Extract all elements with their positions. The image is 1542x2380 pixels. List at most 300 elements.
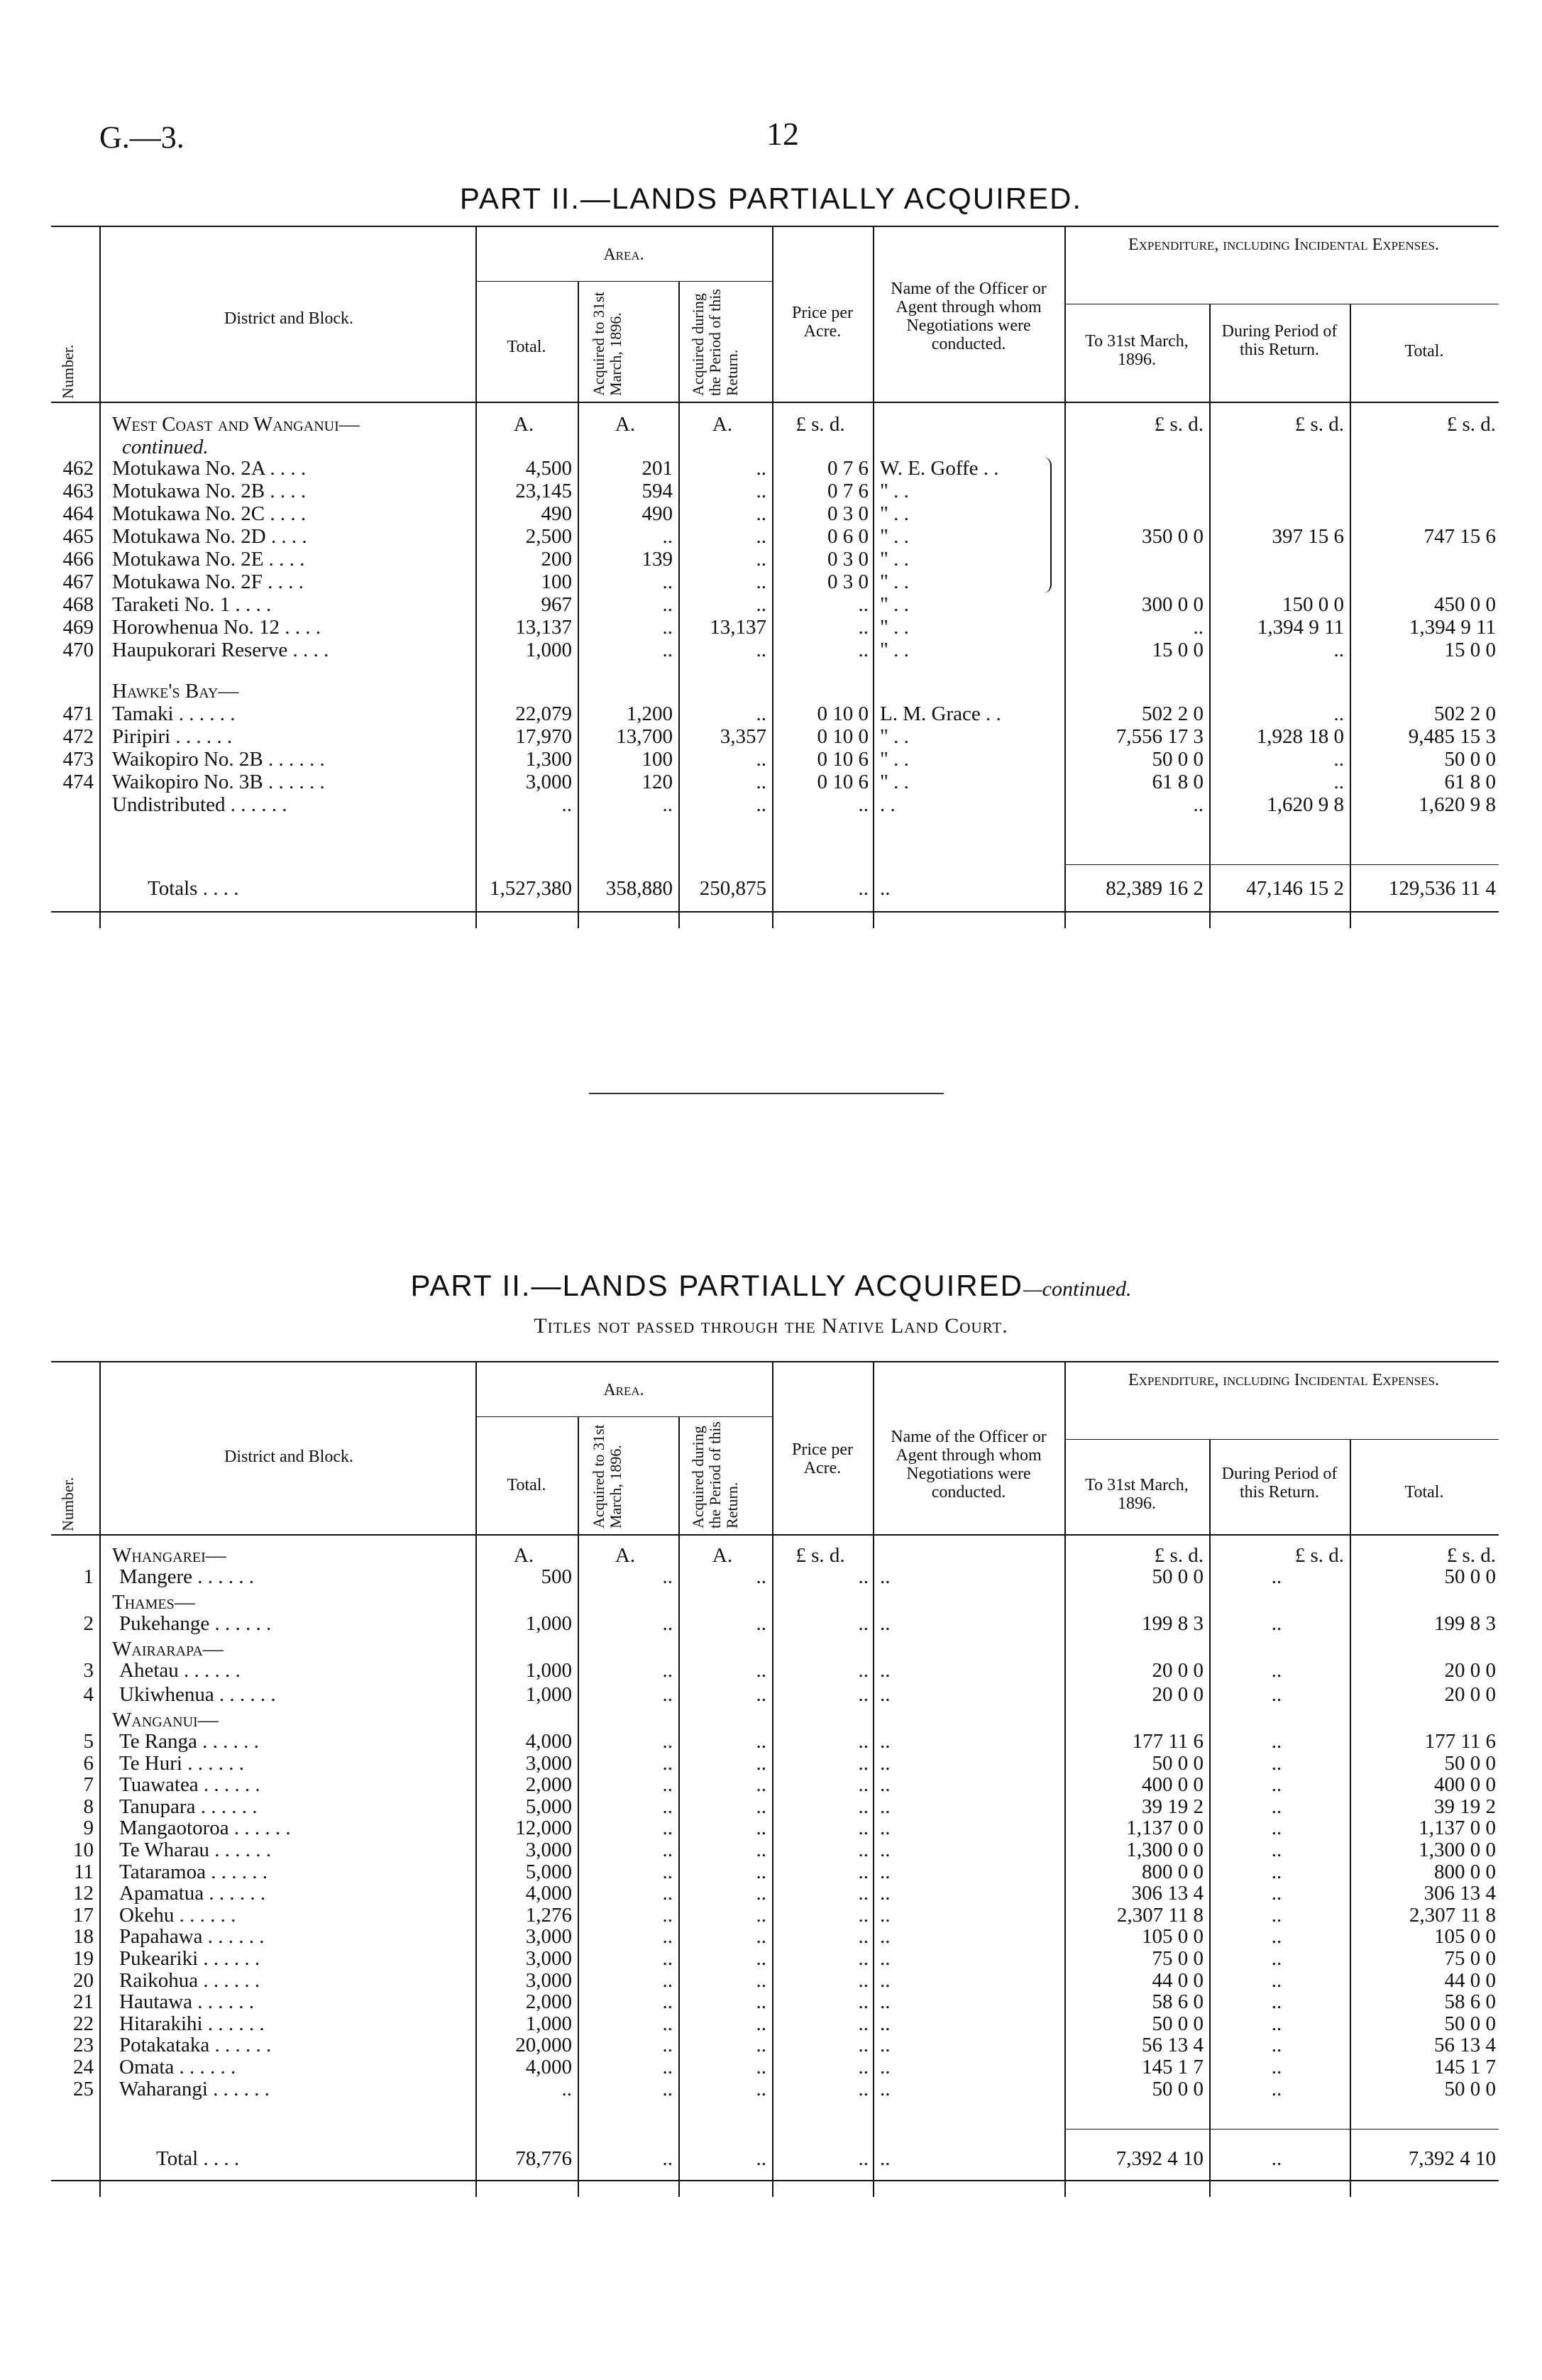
row-exp-march: 15 0 0: [1152, 639, 1204, 661]
row-exp-march: 61 8 0: [1152, 771, 1204, 793]
row-exp-total: 306 13 4: [1423, 1882, 1496, 1905]
row-number: 4: [83, 1683, 94, 1706]
row-district: Te Ranga . . . . . .: [119, 1730, 259, 1753]
row-exp-period: ..: [1271, 1683, 1282, 1706]
row-number: 470: [62, 639, 94, 661]
row-officer: ..: [880, 1773, 891, 1797]
col-total: Total.: [507, 338, 546, 356]
row-price: 0 10 0: [817, 703, 869, 725]
row-acquired-march: 100: [641, 748, 673, 771]
row-officer: " . .: [880, 593, 909, 616]
row-acquired-march: ..: [662, 639, 673, 661]
table-row: [51, 502, 1499, 525]
row-number: 1: [83, 1565, 94, 1588]
row-exp-period: ..: [1333, 703, 1344, 725]
row-total: 17,970: [515, 725, 572, 748]
row-acquired-period: ..: [756, 2077, 766, 2100]
row-exp-period: ..: [1271, 2056, 1282, 2078]
row-exp-march: ..: [1193, 793, 1204, 816]
row-district: Ukiwhenua . . . . . .: [119, 1683, 276, 1706]
row-exp-period: ..: [1271, 1612, 1282, 1635]
row-exp-total: 400 0 0: [1434, 1773, 1496, 1797]
row-number: 19: [73, 1947, 94, 1970]
row-total: 13,137: [515, 616, 572, 639]
row-district: Papahawa . . . . . .: [119, 1925, 265, 1949]
row-acquired-march: 490: [641, 502, 673, 525]
row-number: 465: [62, 525, 94, 548]
row-acquired-march: ..: [662, 1860, 673, 1883]
row-price: ..: [858, 1839, 869, 1861]
units-row: [51, 413, 1499, 436]
row-officer: " . .: [880, 571, 909, 593]
row-acquired-march: ..: [662, 1817, 673, 1840]
row-acquired-march: ..: [662, 1751, 673, 1775]
row-exp-march: 20 0 0: [1152, 1659, 1204, 1682]
row-number: 7: [83, 1773, 94, 1797]
row-exp-march: 145 1 7: [1142, 2056, 1204, 2078]
row-price: ..: [858, 593, 869, 616]
row-acquired-period: ..: [756, 1817, 766, 1840]
row-exp-march: 58 6 0: [1152, 1990, 1204, 2014]
row-acquired-period: 13,137: [710, 616, 766, 639]
row-officer: ..: [880, 2034, 891, 2057]
row-exp-total: 9,485 15 3: [1408, 725, 1496, 748]
row-exp-total: 56 13 4: [1434, 2034, 1496, 2057]
unit-lsd: £ s. d.: [1446, 1544, 1496, 1567]
row-exp-total: 800 0 0: [1434, 1860, 1496, 1883]
row-exp-period: ..: [1271, 1860, 1282, 1883]
document-reference: G.—3.: [99, 120, 185, 155]
row-exp-total: 2,307 11 8: [1409, 1903, 1496, 1927]
row-acquired-march: ..: [662, 1903, 673, 1927]
table-row: [51, 1904, 1499, 1927]
row-exp-march: 50 0 0: [1152, 2012, 1204, 2035]
unit-lsd: £ s. d.: [1154, 413, 1204, 436]
row-price: ..: [858, 1903, 869, 1927]
table-row: [51, 725, 1499, 748]
row-number: 462: [62, 457, 94, 480]
row-number: 467: [62, 571, 94, 593]
row-exp-march: 75 0 0: [1152, 1947, 1204, 1970]
table-row: [51, 480, 1499, 502]
row-acquired-march: ..: [662, 1730, 673, 1753]
group-heading: Wanganui—: [112, 1709, 219, 1731]
row-exp-period: ..: [1271, 1817, 1282, 1840]
row-officer: ..: [880, 1903, 891, 1927]
row-price: ..: [858, 1925, 869, 1949]
row-district: Tamaki . . . . . .: [112, 703, 236, 725]
row-acquired-period: ..: [756, 593, 766, 616]
col-district: District and Block.: [224, 309, 353, 328]
unit-lsd: £ s. d.: [1446, 413, 1496, 436]
row-exp-march: 177 11 6: [1132, 1730, 1204, 1753]
row-exp-total: 39 19 2: [1434, 1795, 1496, 1818]
col-number: Number.: [59, 344, 77, 399]
row-total: 1,276: [525, 1903, 572, 1927]
row-total: 500: [541, 1565, 572, 1588]
group-heading: Wairarapa—: [112, 1638, 224, 1660]
col-officer: Name of the Officer or Agent through whom Negotiations were conducted.: [891, 1428, 1047, 1502]
row-acquired-period: ..: [756, 793, 766, 816]
section-heading: West Coast and Wanganui—: [112, 413, 360, 436]
row-officer: ..: [880, 2056, 891, 2078]
row-acquired-period: ..: [756, 571, 766, 593]
row-district: Hautawa . . . . . .: [119, 1990, 255, 2014]
col-exp-total: Total.: [1404, 1483, 1444, 1502]
row-acquired-period: ..: [756, 1730, 766, 1753]
table-row: [51, 571, 1499, 593]
row-exp-period: 150 0 0: [1282, 593, 1344, 616]
row-acquired-march: 120: [641, 771, 673, 793]
row-price: ..: [858, 1751, 869, 1775]
table-row: [51, 1882, 1499, 1905]
row-exp-march: 50 0 0: [1152, 748, 1204, 771]
row-total: 3,000: [525, 1968, 572, 1992]
row-acquired-march: 594: [641, 480, 673, 502]
row-district: Ahetau . . . . . .: [119, 1659, 241, 1682]
totals-acquired-march: 358,880: [605, 877, 673, 900]
row-number: 473: [62, 748, 94, 771]
table-row: [51, 1947, 1499, 1970]
totals-acquired-period: ..: [756, 2147, 766, 2170]
row-acquired-march: ..: [662, 1683, 673, 1706]
row-district: Waikopiro No. 2B . . . . . .: [112, 748, 325, 771]
row-number: 20: [73, 1968, 94, 1992]
row-exp-period: 1,620 9 8: [1267, 793, 1344, 816]
row-exp-total: 20 0 0: [1444, 1659, 1496, 1682]
col-officer: Name of the Officer or Agent through whom Negotiations were conducted.: [891, 280, 1047, 353]
row-exp-march: 306 13 4: [1131, 1882, 1204, 1905]
row-exp-period: ..: [1271, 1795, 1282, 1818]
col-total: Total.: [507, 1476, 546, 1494]
section-divider: [589, 1093, 944, 1094]
row-officer: " . .: [880, 771, 909, 793]
row-exp-period: ..: [1271, 2034, 1282, 2057]
col-district: District and Block.: [224, 1448, 353, 1466]
part2-title: PART II.—LANDS PARTIALLY ACQUIRED—continued.: [410, 1269, 1132, 1302]
unit-acres: A.: [712, 413, 733, 436]
row-district: Piripiri . . . . . .: [112, 725, 233, 748]
totals-label: Totals . . . .: [148, 877, 239, 900]
row-acquired-period: ..: [756, 1990, 766, 2014]
row-exp-march: 50 0 0: [1152, 1751, 1204, 1775]
row-exp-total: 177 11 6: [1424, 1730, 1496, 1753]
table-row: [51, 1612, 1499, 1635]
row-district: Haupukorari Reserve . . . .: [112, 639, 329, 661]
table-row: [51, 1861, 1499, 1883]
totals-row: [51, 2147, 1499, 2170]
row-total: 1,000: [525, 639, 572, 661]
row-total: 1,000: [525, 1612, 572, 1635]
row-district: Tataramoa . . . . . .: [119, 1860, 268, 1883]
col-price: Price per Acre.: [792, 304, 853, 341]
row-acquired-period: ..: [756, 480, 766, 502]
row-acquired-period: ..: [756, 1751, 766, 1775]
row-officer: W. E. Goffe . .: [880, 457, 999, 480]
row-exp-total: 61 8 0: [1444, 771, 1496, 793]
row-total: 967: [541, 593, 572, 616]
row-acquired-period: ..: [756, 748, 766, 771]
row-number: 18: [73, 1925, 94, 1949]
table-row: [51, 593, 1499, 616]
row-officer: ..: [880, 1751, 891, 1775]
row-officer: ..: [880, 2012, 891, 2035]
row-exp-period: ..: [1271, 1730, 1282, 1753]
row-price: ..: [858, 1882, 869, 1905]
row-district: Motukawa No. 2C . . . .: [112, 502, 307, 525]
row-exp-total: 50 0 0: [1444, 1751, 1496, 1775]
table-row: [51, 548, 1499, 571]
row-acquired-march: ..: [662, 2077, 673, 2100]
row-exp-total: 145 1 7: [1434, 2056, 1496, 2078]
col-expenditure: Expenditure, including Incidental Expenses.: [1128, 236, 1440, 254]
row-district: Omata . . . . . .: [119, 2056, 236, 2078]
row-exp-march: 1,300 0 0: [1126, 1839, 1204, 1861]
row-acquired-march: ..: [662, 616, 673, 639]
row-exp-total: 75 0 0: [1444, 1947, 1496, 1970]
totals-exp-period: 47,146 15 2: [1246, 877, 1344, 900]
row-number: 21: [73, 1990, 94, 2014]
table-row: [51, 2078, 1499, 2100]
row-exp-period: ..: [1271, 1659, 1282, 1682]
col-price: Price per Acre.: [792, 1440, 853, 1477]
row-price: 0 7 6: [827, 457, 869, 480]
row-total: 4,000: [525, 1730, 572, 1753]
row-exp-period: ..: [1271, 1839, 1282, 1861]
row-officer: ..: [880, 1839, 891, 1861]
row-district: Te Wharau . . . . . .: [119, 1839, 272, 1861]
row-acquired-period: ..: [756, 1947, 766, 1970]
row-exp-period: ..: [1271, 1903, 1282, 1927]
row-price: ..: [858, 1860, 869, 1883]
row-officer: " . .: [880, 616, 909, 639]
row-acquired-march: ..: [662, 1947, 673, 1970]
row-acquired-march: 1,200: [626, 703, 673, 725]
row-price: ..: [858, 2056, 869, 2078]
totals-label: Total . . . .: [156, 2147, 240, 2170]
row-district: Hitarakihi . . . . . .: [119, 2012, 265, 2035]
table-row: [51, 1795, 1499, 1818]
row-exp-march: ..: [1193, 616, 1204, 639]
row-number: 5: [83, 1730, 94, 1753]
row-acquired-march: 13,700: [616, 725, 673, 748]
row-price: 0 3 0: [827, 548, 869, 571]
totals-exp-period: ..: [1271, 2147, 1282, 2170]
row-total: 100: [541, 571, 572, 593]
row-number: 8: [83, 1795, 94, 1818]
row-total: 3,000: [525, 1947, 572, 1970]
row-total: 20,000: [515, 2034, 572, 2057]
row-exp-march: 56 13 4: [1142, 2034, 1204, 2057]
totals-acquired-period: 250,875: [699, 877, 766, 900]
unit-lsd: £ s. d.: [1294, 413, 1344, 436]
row-price: 0 10 0: [817, 725, 869, 748]
row-exp-march: 300 0 0: [1142, 593, 1204, 616]
row-acquired-march: ..: [662, 1882, 673, 1905]
row-total: 490: [541, 502, 572, 525]
row-acquired-period: ..: [756, 457, 766, 480]
row-district: Motukawa No. 2F . . . .: [112, 571, 304, 593]
unit-lsd: £ s. d.: [795, 413, 845, 436]
table-row: [51, 639, 1499, 661]
row-number: 464: [62, 502, 94, 525]
row-exp-march: 400 0 0: [1142, 1773, 1204, 1797]
row-acquired-period: ..: [756, 1882, 766, 1905]
row-price: ..: [858, 1795, 869, 1818]
row-price: 0 3 0: [827, 502, 869, 525]
row-exp-march: 50 0 0: [1152, 2077, 1204, 2100]
row-number: 463: [62, 480, 94, 502]
row-officer: ..: [880, 1925, 891, 1949]
row-total: 2,000: [525, 1773, 572, 1797]
row-exp-period: ..: [1271, 1565, 1282, 1588]
row-exp-total: 50 0 0: [1444, 2012, 1496, 2035]
row-exp-march: 2,307 11 8: [1116, 1903, 1204, 1927]
row-total: 1,000: [525, 1659, 572, 1682]
row-exp-total: 1,137 0 0: [1419, 1817, 1496, 1840]
row-exp-period: ..: [1333, 639, 1344, 661]
row-officer: ..: [880, 1659, 891, 1682]
row-officer: " . .: [880, 725, 909, 748]
row-exp-period: 1,394 9 11: [1257, 616, 1344, 639]
totals-exp-total: 7,392 4 10: [1408, 2147, 1496, 2170]
row-district: Waikopiro No. 3B . . . . . .: [112, 771, 325, 793]
totals-row: [51, 877, 1499, 900]
totals-price: ..: [858, 877, 869, 900]
row-price: ..: [858, 1817, 869, 1840]
totals-acquired-march: ..: [662, 2147, 673, 2170]
col-area: Area.: [603, 1381, 644, 1399]
row-acquired-march: ..: [662, 1990, 673, 2014]
row-number: 471: [62, 703, 94, 725]
row-district: Apamatua . . . . . .: [119, 1882, 266, 1905]
row-price: ..: [858, 1565, 869, 1588]
row-total: 1,300: [525, 748, 572, 771]
row-acquired-march: ..: [662, 2034, 673, 2057]
row-number: 466: [62, 548, 94, 571]
row-district: Mangaotoroa . . . . . .: [119, 1817, 291, 1840]
row-number: 474: [62, 771, 94, 793]
row-total: ..: [561, 2077, 572, 2100]
row-acquired-period: ..: [756, 502, 766, 525]
row-acquired-march: ..: [662, 571, 673, 593]
col-exp-total: Total.: [1404, 342, 1444, 360]
table-row: [51, 793, 1499, 816]
row-price: ..: [858, 1773, 869, 1797]
row-acquired-period: ..: [756, 1839, 766, 1861]
row-price: ..: [858, 616, 869, 639]
unit-acres: A.: [615, 413, 636, 436]
row-price: ..: [858, 1612, 869, 1635]
row-officer: " . .: [880, 748, 909, 771]
row-price: 0 7 6: [827, 480, 869, 502]
row-acquired-period: ..: [756, 548, 766, 571]
row-officer: ..: [880, 1947, 891, 1970]
row-exp-march: 502 2 0: [1142, 703, 1204, 725]
row-exp-period: ..: [1271, 1990, 1282, 2014]
totals-total: 1,527,380: [490, 877, 572, 900]
row-price: 0 6 0: [827, 525, 869, 548]
row-district: Motukawa No. 2B . . . .: [112, 480, 307, 502]
row-district: Pukeariki . . . . . .: [119, 1947, 260, 1970]
row-total: 12,000: [515, 1817, 572, 1840]
row-price: 0 10 6: [817, 748, 869, 771]
row-exp-total: 50 0 0: [1444, 1565, 1496, 1588]
row-officer: ..: [880, 1860, 891, 1883]
table-row: [51, 1925, 1499, 1948]
table-row: [51, 1990, 1499, 2013]
row-price: 0 3 0: [827, 571, 869, 593]
row-officer: ..: [880, 1565, 891, 1588]
row-acquired-march: ..: [662, 793, 673, 816]
row-district: Waharangi . . . . . .: [119, 2077, 270, 2100]
row-exp-total: 58 6 0: [1444, 1990, 1496, 2014]
row-district: Okehu . . . . . .: [119, 1903, 236, 1927]
row-exp-period: ..: [1271, 1882, 1282, 1905]
row-district: Raikohua . . . . . .: [119, 1968, 260, 1992]
table-row: [51, 457, 1499, 480]
part1-table: [51, 226, 1499, 928]
table-row: [51, 1817, 1499, 1839]
row-acquired-period: ..: [756, 525, 766, 548]
totals-officer: ..: [880, 877, 891, 900]
table-row: [51, 2056, 1499, 2078]
table-row: [51, 1683, 1499, 1706]
row-exp-march: 1,137 0 0: [1126, 1817, 1204, 1840]
row-number: 9: [83, 1817, 94, 1840]
row-acquired-march: ..: [662, 2012, 673, 2035]
row-officer: ..: [880, 1612, 891, 1635]
row-number: 23: [73, 2034, 94, 2057]
row-officer: " . .: [880, 525, 909, 548]
table-row: [51, 1839, 1499, 1861]
row-number: 11: [74, 1860, 94, 1883]
row-acquired-period: ..: [756, 2056, 766, 2078]
row-acquired-period: ..: [756, 2012, 766, 2035]
page-number: 12: [766, 116, 799, 152]
col-acquired-march: Acquired to 31st March, 1896.: [590, 292, 624, 396]
row-exp-march: 20 0 0: [1152, 1683, 1204, 1706]
row-officer: . .: [880, 793, 896, 816]
row-exp-period: ..: [1271, 2077, 1282, 2100]
row-acquired-march: 201: [641, 457, 673, 480]
row-acquired-period: ..: [756, 703, 766, 725]
row-acquired-march: ..: [662, 1659, 673, 1682]
row-officer: ..: [880, 1683, 891, 1706]
row-officer: ..: [880, 1730, 891, 1753]
row-price: ..: [858, 1947, 869, 1970]
row-exp-period: ..: [1271, 1925, 1282, 1949]
row-total: 4,500: [525, 457, 572, 480]
part1-title: PART II.—LANDS PARTIALLY ACQUIRED.: [459, 182, 1083, 215]
row-number: 468: [62, 593, 94, 616]
row-acquired-period: ..: [756, 2034, 766, 2057]
row-exp-march: 7,556 17 3: [1116, 725, 1204, 748]
row-total: 200: [541, 548, 572, 571]
col-acquired-march: Acquired to 31st March, 1896.: [590, 1424, 624, 1528]
row-exp-period: ..: [1333, 748, 1344, 771]
row-officer: " . .: [880, 502, 909, 525]
table-row: [51, 1773, 1499, 1796]
row-price: ..: [858, 1659, 869, 1682]
row-price: ..: [858, 639, 869, 661]
row-acquired-period: ..: [756, 1612, 766, 1635]
row-acquired-march: ..: [662, 525, 673, 548]
row-acquired-period: ..: [756, 1925, 766, 1949]
group-heading: Whangarei—: [112, 1544, 226, 1567]
table-row: [51, 1752, 1499, 1775]
row-exp-march: 50 0 0: [1152, 1565, 1204, 1588]
